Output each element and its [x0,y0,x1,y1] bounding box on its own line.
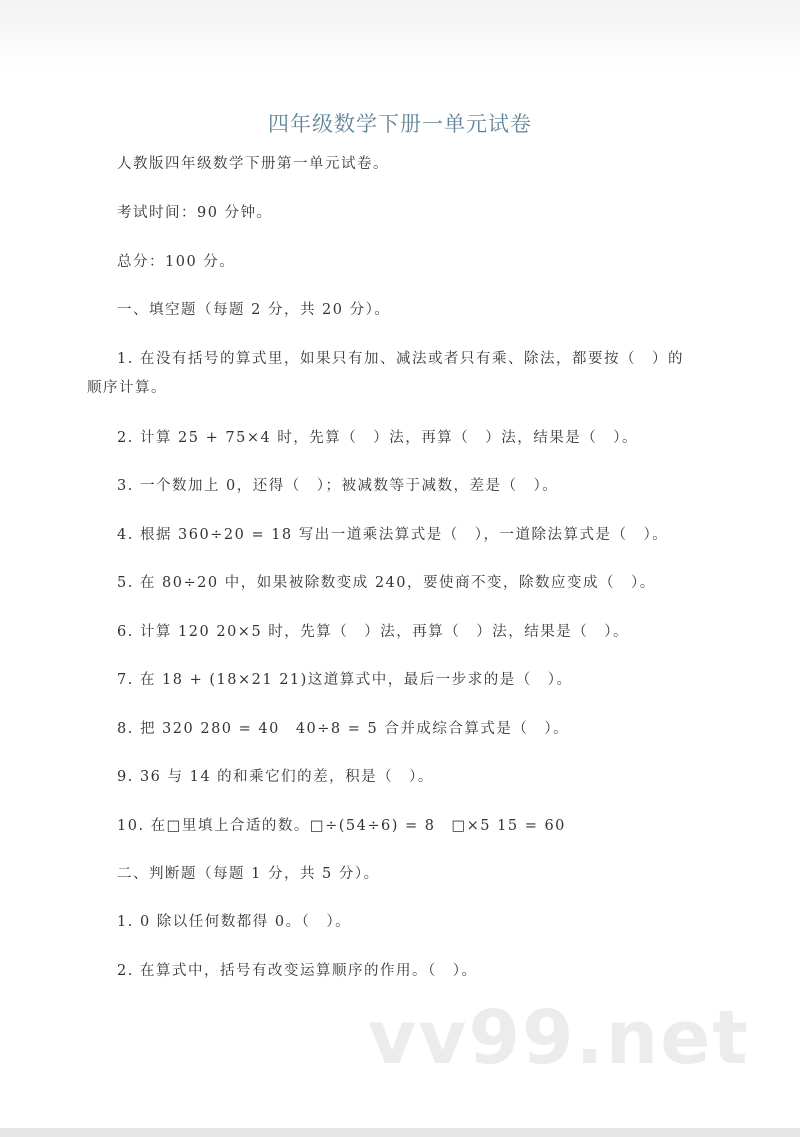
question-3: 3. 一个数加上 0，还得（ ）；被减数等于减数，差是（ ）。 [117,478,559,494]
exam-time: 考试时间：90 分钟。 [117,205,273,221]
total-score: 总分：100 分。 [117,254,236,270]
question-10: 10. 在□里填上合适的数。□÷(54÷6) = 8 □×5 15 = 60 [117,818,566,834]
watermark: vv99.net [368,995,750,1081]
bottom-border [0,1128,800,1137]
section1-heading: 一、填空题（每题 2 分，共 20 分）。 [117,302,391,318]
question-9: 9. 36 与 14 的和乘它们的差，积是（ ）。 [117,769,434,785]
judge-question-1: 1. 0 除以任何数都得 0。（ ）。 [117,914,352,930]
document-title: 四年级数学下册一单元试卷 [268,112,532,136]
top-band [0,0,800,70]
section2-heading: 二、判断题（每题 1 分，共 5 分）。 [117,866,380,882]
question-4: 4. 根据 360÷20 = 18 写出一道乘法算式是（ ），一道除法算式是（ ）。 [117,527,669,543]
question-7: 7. 在 18 + (18×21 21)这道算式中，最后一步求的是（ ）。 [117,672,573,688]
question-6: 6. 计算 120 20×5 时，先算（ ）法，再算（ ）法，结果是（ ）。 [117,624,630,640]
question-1-continued: 顺序计算。 [87,380,167,396]
intro-text: 人教版四年级数学下册第一单元试卷。 [117,156,389,172]
question-2: 2. 计算 25 + 75×4 时，先算（ ）法，再算（ ）法，结果是（ ）。 [117,430,639,446]
question-5: 5. 在 80÷20 中，如果被除数变成 240，要使商不变，除数应变成（ ）。 [117,575,656,591]
judge-question-2: 2. 在算式中，括号有改变运算顺序的作用。（ ）。 [117,963,478,979]
question-8: 8. 把 320 280 = 40 40÷8 = 5 合并成综合算式是（ ）。 [117,721,570,737]
question-1: 1. 在没有括号的算式里，如果只有加、减法或者只有乘、除法，都要按（ ）的 [117,351,684,367]
